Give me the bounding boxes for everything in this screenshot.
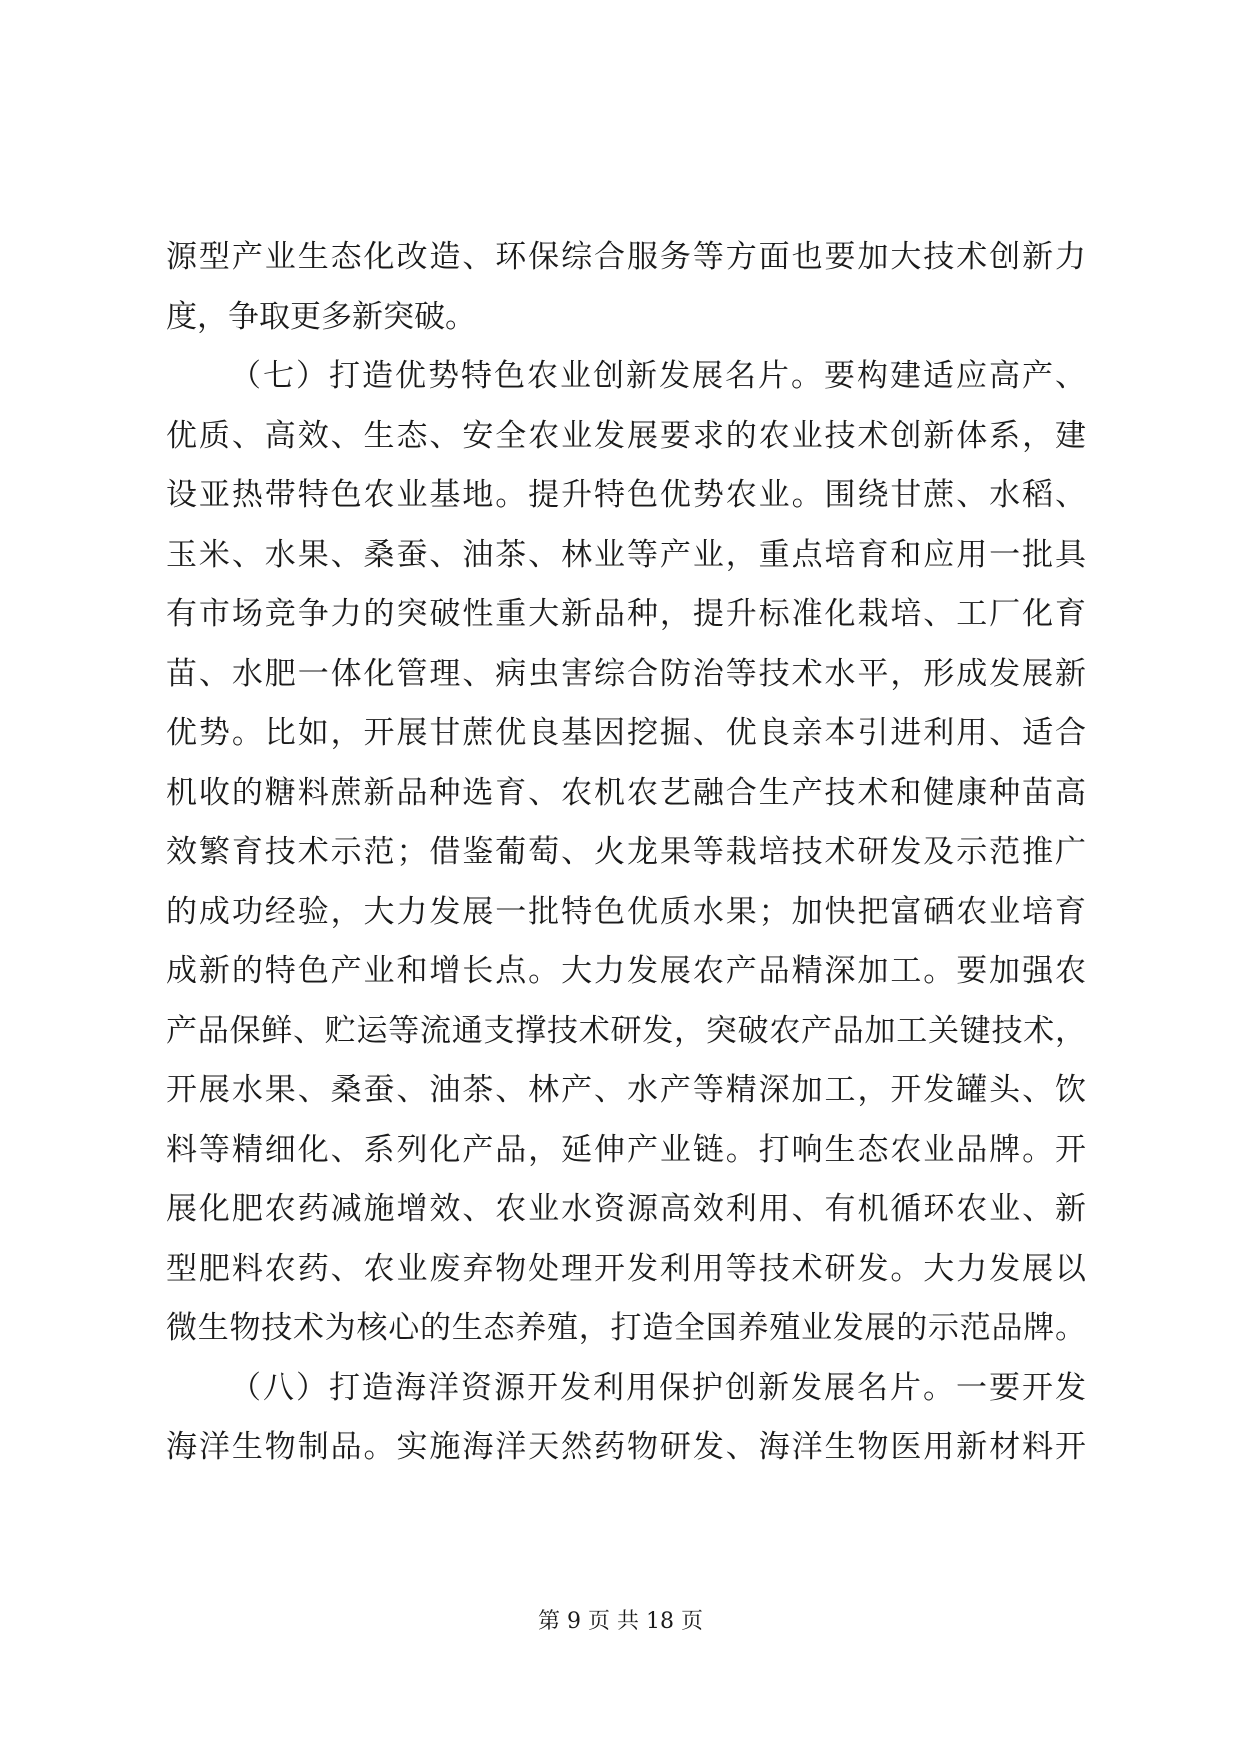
text-line: 度，争取更多新突破。 [166,298,476,335]
text-line: 玉米、水果、桑蚕、油茶、林业等产业，重点培育和应用一批具 [166,536,1086,573]
text-line: 成新的特色产业和增长点。大力发展农产品精深加工。要加强农 [166,953,1086,989]
text-line: 设亚热带特色农业基地。提升特色优势农业。围绕甘蔗、水稻、 [166,477,1086,513]
text-line: 开展水果、桑蚕、油茶、林产、水产等精深加工，开发罐头、饮 [166,1072,1086,1108]
text-line: 微生物技术为核心的生态养殖，打造全国养殖业发展的示范品牌。 [166,1310,1086,1346]
text-line: 展化肥农药减施增效、农业水资源高效利用、有机循环农业、新 [166,1191,1086,1227]
section-heading-line: （八）打造海洋资源开发利用保护创新发展名片。一要开发 [230,1369,1086,1406]
section-heading-line: （七）打造优势特色农业创新发展名片。要构建适应高产、 [230,358,1086,394]
text-line: 海洋生物制品。实施海洋天然药物研发、海洋生物医用新材料开 [166,1429,1086,1465]
text-line: 料等精细化、系列化产品，延伸产业链。打响生态农业品牌。开 [166,1131,1086,1168]
text-line: 优质、高效、生态、安全农业发展要求的农业技术创新体系，建 [166,417,1086,454]
text-line: 苗、水肥一体化管理、病虫害综合防治等技术水平，形成发展新 [166,655,1086,692]
body-text [166,228,1086,1478]
text-line: 机收的糖料蔗新品种选育、农机农艺融合生产技术和健康种苗高 [166,774,1086,811]
text-line: 产品保鲜、贮运等流通支撑技术研发，突破农产品加工关键技术， [166,1012,1086,1049]
page-number-footer: 第 9 页 共 18 页 [538,1609,703,1634]
text-line: 型肥料农药、农业废弃物处理开发利用等技术研发。大力发展以 [166,1250,1086,1287]
text-line: 优势。比如，开展甘蔗优良基因挖掘、优良亲本引进利用、适合 [166,715,1086,751]
text-line: 效繁育技术示范；借鉴葡萄、火龙果等栽培技术研发及示范推广 [166,834,1086,870]
text-line: 的成功经验，大力发展一批特色优质水果；加快把富硒农业培育 [166,893,1086,930]
text-line: 有市场竞争力的突破性重大新品种，提升标准化栽培、工厂化育 [166,596,1086,632]
text-line: 源型产业生态化改造、环保综合服务等方面也要加大技术创新力 [166,239,1086,275]
